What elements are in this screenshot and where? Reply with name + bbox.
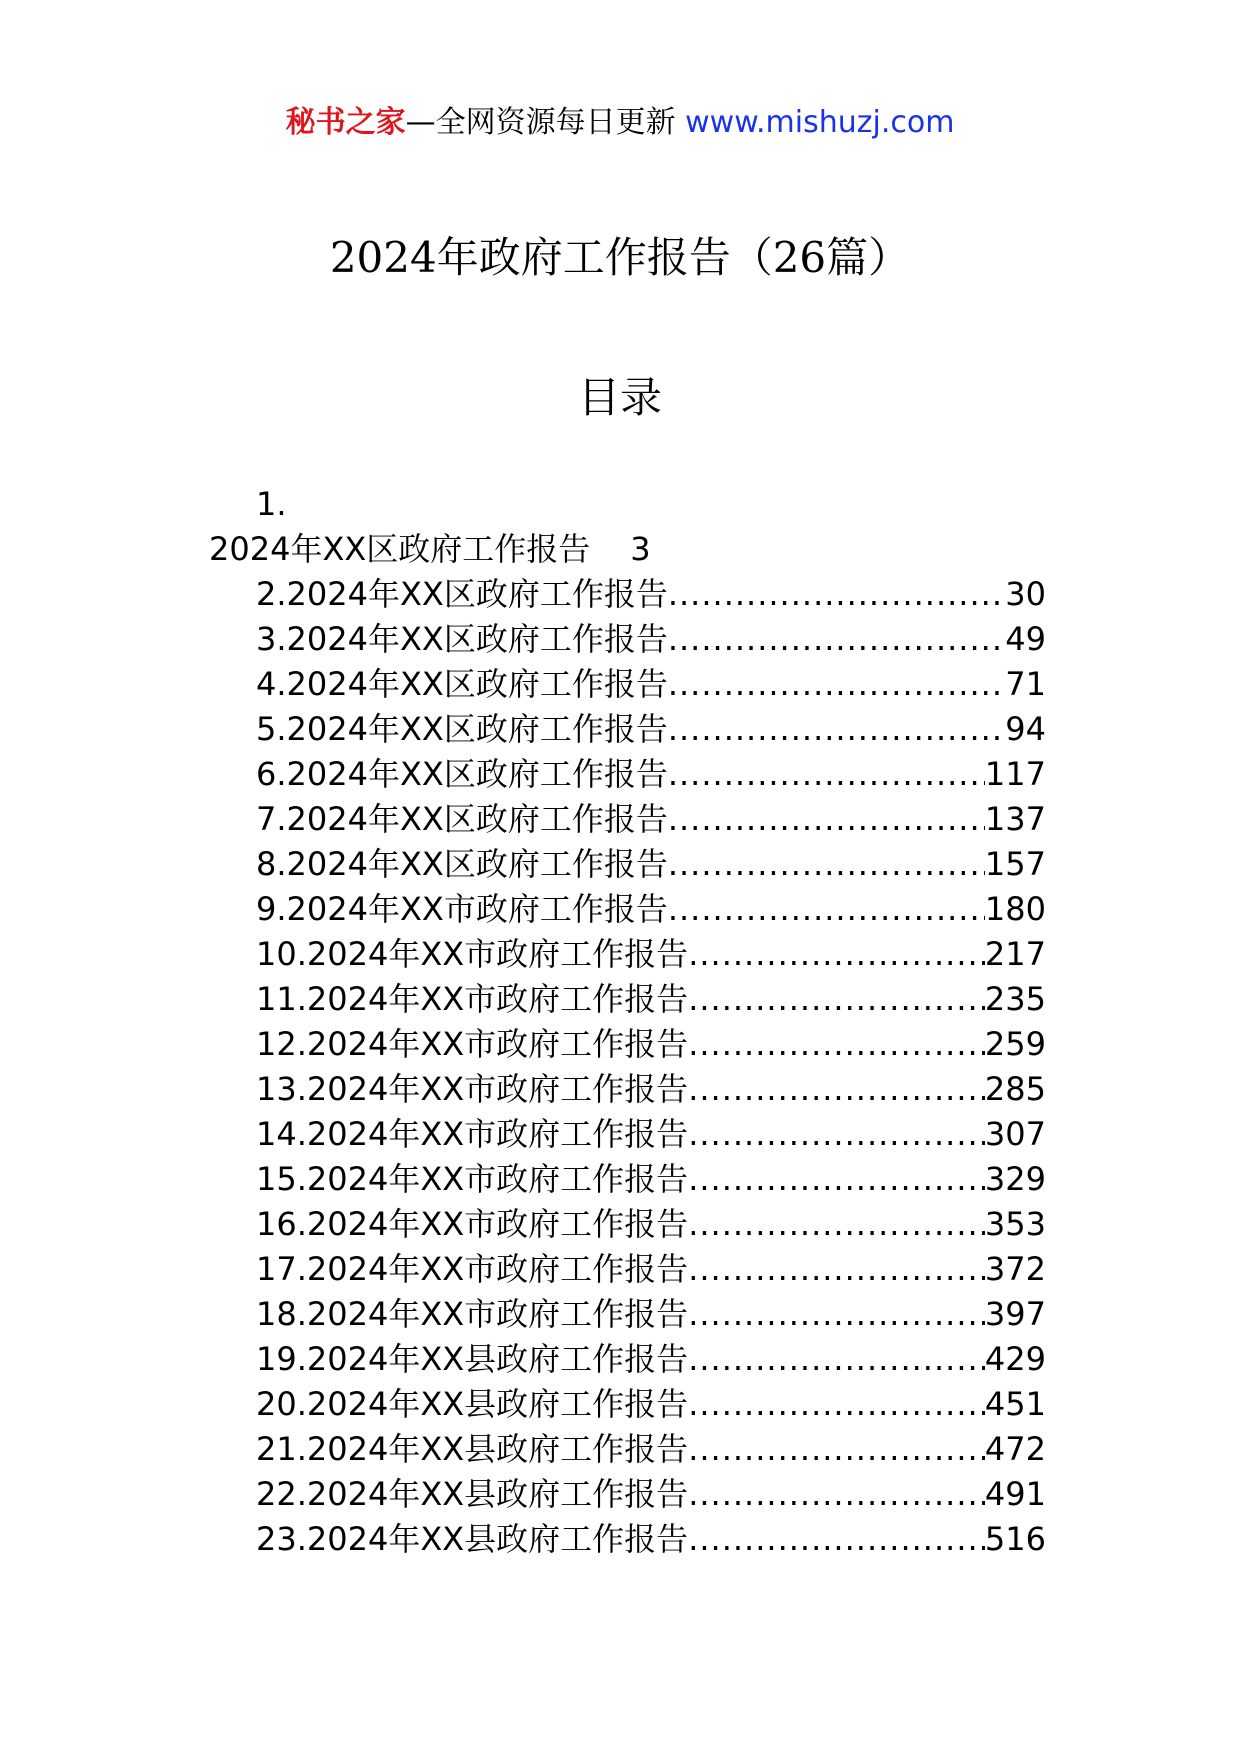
toc-dot-leader	[688, 1382, 985, 1427]
toc-entry-number: 21.	[256, 1430, 307, 1468]
toc-entry-page: 429	[984, 1340, 1046, 1378]
toc-entry-number: 3.	[256, 620, 287, 658]
toc-entry[interactable]	[256, 617, 1046, 662]
toc-entry-text: 2024年XX区政府工作报告	[286, 800, 668, 838]
toc-entry-page: 491	[984, 1475, 1046, 1513]
toc-entry-text: 2024年XX市政府工作报告	[306, 1160, 689, 1198]
header-tagline: —全网资源每日更新	[405, 105, 676, 140]
toc-dot-leader	[688, 1157, 985, 1202]
toc-entry-number: 20.	[256, 1385, 307, 1423]
toc-dot-leader	[688, 1472, 985, 1517]
toc-entry-number: 17.	[256, 1250, 307, 1288]
toc-entry-number: 13.	[256, 1070, 307, 1108]
toc-dot-leader	[688, 1292, 985, 1337]
toc-entry-number: 22.	[256, 1475, 307, 1513]
document-title: 2024年政府工作报告（26篇）	[329, 233, 911, 282]
toc-entry-number: 5.	[256, 710, 287, 748]
toc-entry-page: 259	[984, 1025, 1046, 1063]
toc-entry-page: 217	[984, 935, 1046, 973]
toc-entry[interactable]	[256, 1337, 1046, 1382]
toc-entry[interactable]	[256, 1472, 1046, 1517]
toc-entry-number: 12.	[256, 1025, 307, 1063]
toc-dot-leader	[668, 752, 985, 797]
toc-entry[interactable]	[256, 1427, 1046, 1472]
toc-entry-text: 2024年XX区政府工作报告	[286, 575, 668, 613]
toc-entry-number: 9.	[256, 890, 287, 928]
toc-entry-number: 23.	[256, 1520, 307, 1558]
toc-entry[interactable]	[256, 797, 1046, 842]
toc-entry-page: 372	[984, 1250, 1046, 1288]
toc-entry[interactable]	[256, 1157, 1046, 1202]
toc-entry-page: 397	[984, 1295, 1046, 1333]
toc-entry[interactable]	[256, 887, 1046, 932]
toc-entry[interactable]	[256, 932, 1046, 977]
toc-entry[interactable]	[256, 662, 1046, 707]
toc-entry-page: 516	[984, 1520, 1046, 1558]
toc-entry-page: 235	[984, 980, 1046, 1018]
toc-entry-number: 19.	[256, 1340, 307, 1378]
page-header	[0, 100, 1240, 146]
toc-entry[interactable]	[256, 707, 1046, 752]
toc-dot-leader	[688, 1202, 985, 1247]
toc-entry[interactable]	[256, 572, 1046, 617]
toc-entry-page: 30	[1005, 575, 1046, 613]
toc-entry-text: 2024年XX市政府工作报告	[306, 1070, 689, 1108]
toc-entry-number: 14.	[256, 1115, 307, 1153]
toc-entry-page: 94	[1005, 710, 1046, 748]
toc-dot-leader	[688, 1022, 985, 1067]
toc-entry-page: 137	[984, 800, 1046, 838]
toc-entry-text: 2024年XX县政府工作报告	[306, 1340, 689, 1378]
toc-entry-text: 2024年XX市政府工作报告	[306, 1250, 689, 1288]
toc-entry[interactable]	[256, 1202, 1046, 1247]
toc-entry-number: 10.	[256, 935, 307, 973]
toc-entry-page: 117	[984, 755, 1046, 793]
toc-dot-leader	[688, 1247, 985, 1292]
toc-entry-text: 2024年XX市政府工作报告	[286, 890, 668, 928]
toc-entry[interactable]	[256, 977, 1046, 1022]
toc-entry-number: 2.	[256, 575, 287, 613]
toc-entry-text: 2024年XX县政府工作报告	[306, 1430, 689, 1468]
toc-dot-leader	[668, 572, 1005, 617]
toc-entry-number[interactable]: 1.	[256, 485, 287, 523]
toc-dot-leader	[668, 617, 1005, 662]
toc-entry-text: 2024年XX市政府工作报告	[306, 1295, 689, 1333]
toc-entry-text: 2024年XX区政府工作报告	[286, 620, 668, 658]
toc-entry-page: 329	[984, 1160, 1046, 1198]
toc-heading: 目录	[577, 373, 662, 422]
toc-entry-number: 16.	[256, 1205, 307, 1243]
toc-dot-leader	[688, 1112, 985, 1157]
toc-entry-text: 2024年XX县政府工作报告	[306, 1475, 689, 1513]
toc-entry-number: 7.	[256, 800, 287, 838]
toc-entry-page: 3	[630, 530, 651, 568]
toc-dot-leader	[668, 842, 985, 887]
toc-dot-leader	[668, 797, 985, 842]
toc-dot-leader	[668, 887, 985, 932]
toc-dot-leader	[688, 1427, 985, 1472]
toc-entry-number: 6.	[256, 755, 287, 793]
toc-entry[interactable]	[256, 752, 1046, 797]
toc-entry[interactable]	[256, 1517, 1046, 1562]
toc-dot-leader	[668, 707, 1005, 752]
toc-entry[interactable]	[256, 1112, 1046, 1157]
toc-entry-number: 11.	[256, 980, 307, 1018]
toc-entry-text: 2024年XX县政府工作报告	[306, 1520, 689, 1558]
toc-entry[interactable]	[256, 1292, 1046, 1337]
toc-entry-text: 2024年XX市政府工作报告	[306, 1115, 689, 1153]
toc-entry-page: 180	[984, 890, 1046, 928]
toc-entry[interactable]	[256, 1067, 1046, 1112]
toc-entry-page: 49	[1005, 620, 1046, 658]
website-link[interactable]: www.mishuzj.com	[685, 105, 955, 140]
toc-entry-number: 8.	[256, 845, 287, 883]
toc-entry-number: 15.	[256, 1160, 307, 1198]
toc-entry-text: 2024年XX市政府工作报告	[306, 1025, 689, 1063]
toc-entry[interactable]	[256, 842, 1046, 887]
toc-entry-text: 2024年XX市政府工作报告	[306, 980, 689, 1018]
toc-entry-page: 353	[984, 1205, 1046, 1243]
toc-entry-text: 2024年XX区政府工作报告	[286, 755, 668, 793]
toc-entry[interactable]	[256, 1022, 1046, 1067]
toc-entry-text: 2024年XX区政府工作报告	[209, 530, 591, 568]
toc-list	[256, 572, 1046, 1562]
toc-entry-text: 2024年XX市政府工作报告	[306, 1205, 689, 1243]
toc-entry[interactable]	[256, 1247, 1046, 1292]
toc-entry-page: 157	[984, 845, 1046, 883]
toc-dot-leader	[688, 1517, 985, 1562]
toc-entry-text: 2024年XX市政府工作报告	[306, 935, 689, 973]
toc-entry-number: 4.	[256, 665, 287, 703]
toc-entry-page: 451	[984, 1385, 1046, 1423]
toc-dot-leader	[688, 1337, 985, 1382]
toc-dot-leader	[688, 977, 985, 1022]
toc-entry-page: 307	[984, 1115, 1046, 1153]
toc-dot-leader	[688, 932, 985, 977]
toc-entry[interactable]	[256, 1382, 1046, 1427]
toc-dot-leader	[688, 1067, 985, 1112]
toc-entry-first[interactable]	[209, 527, 651, 572]
toc-entry-text: 2024年XX区政府工作报告	[286, 845, 668, 883]
toc-entry-page: 71	[1005, 665, 1046, 703]
toc-entry-text: 2024年XX区政府工作报告	[286, 665, 668, 703]
toc-entry-number: 18.	[256, 1295, 307, 1333]
toc-entry-page: 472	[984, 1430, 1046, 1468]
toc-entry-text: 2024年XX县政府工作报告	[306, 1385, 689, 1423]
brand-name: 秘书之家	[285, 105, 406, 140]
toc-entry-text: 2024年XX区政府工作报告	[286, 710, 668, 748]
toc-dot-leader	[668, 662, 1005, 707]
toc-entry-page: 285	[984, 1070, 1046, 1108]
